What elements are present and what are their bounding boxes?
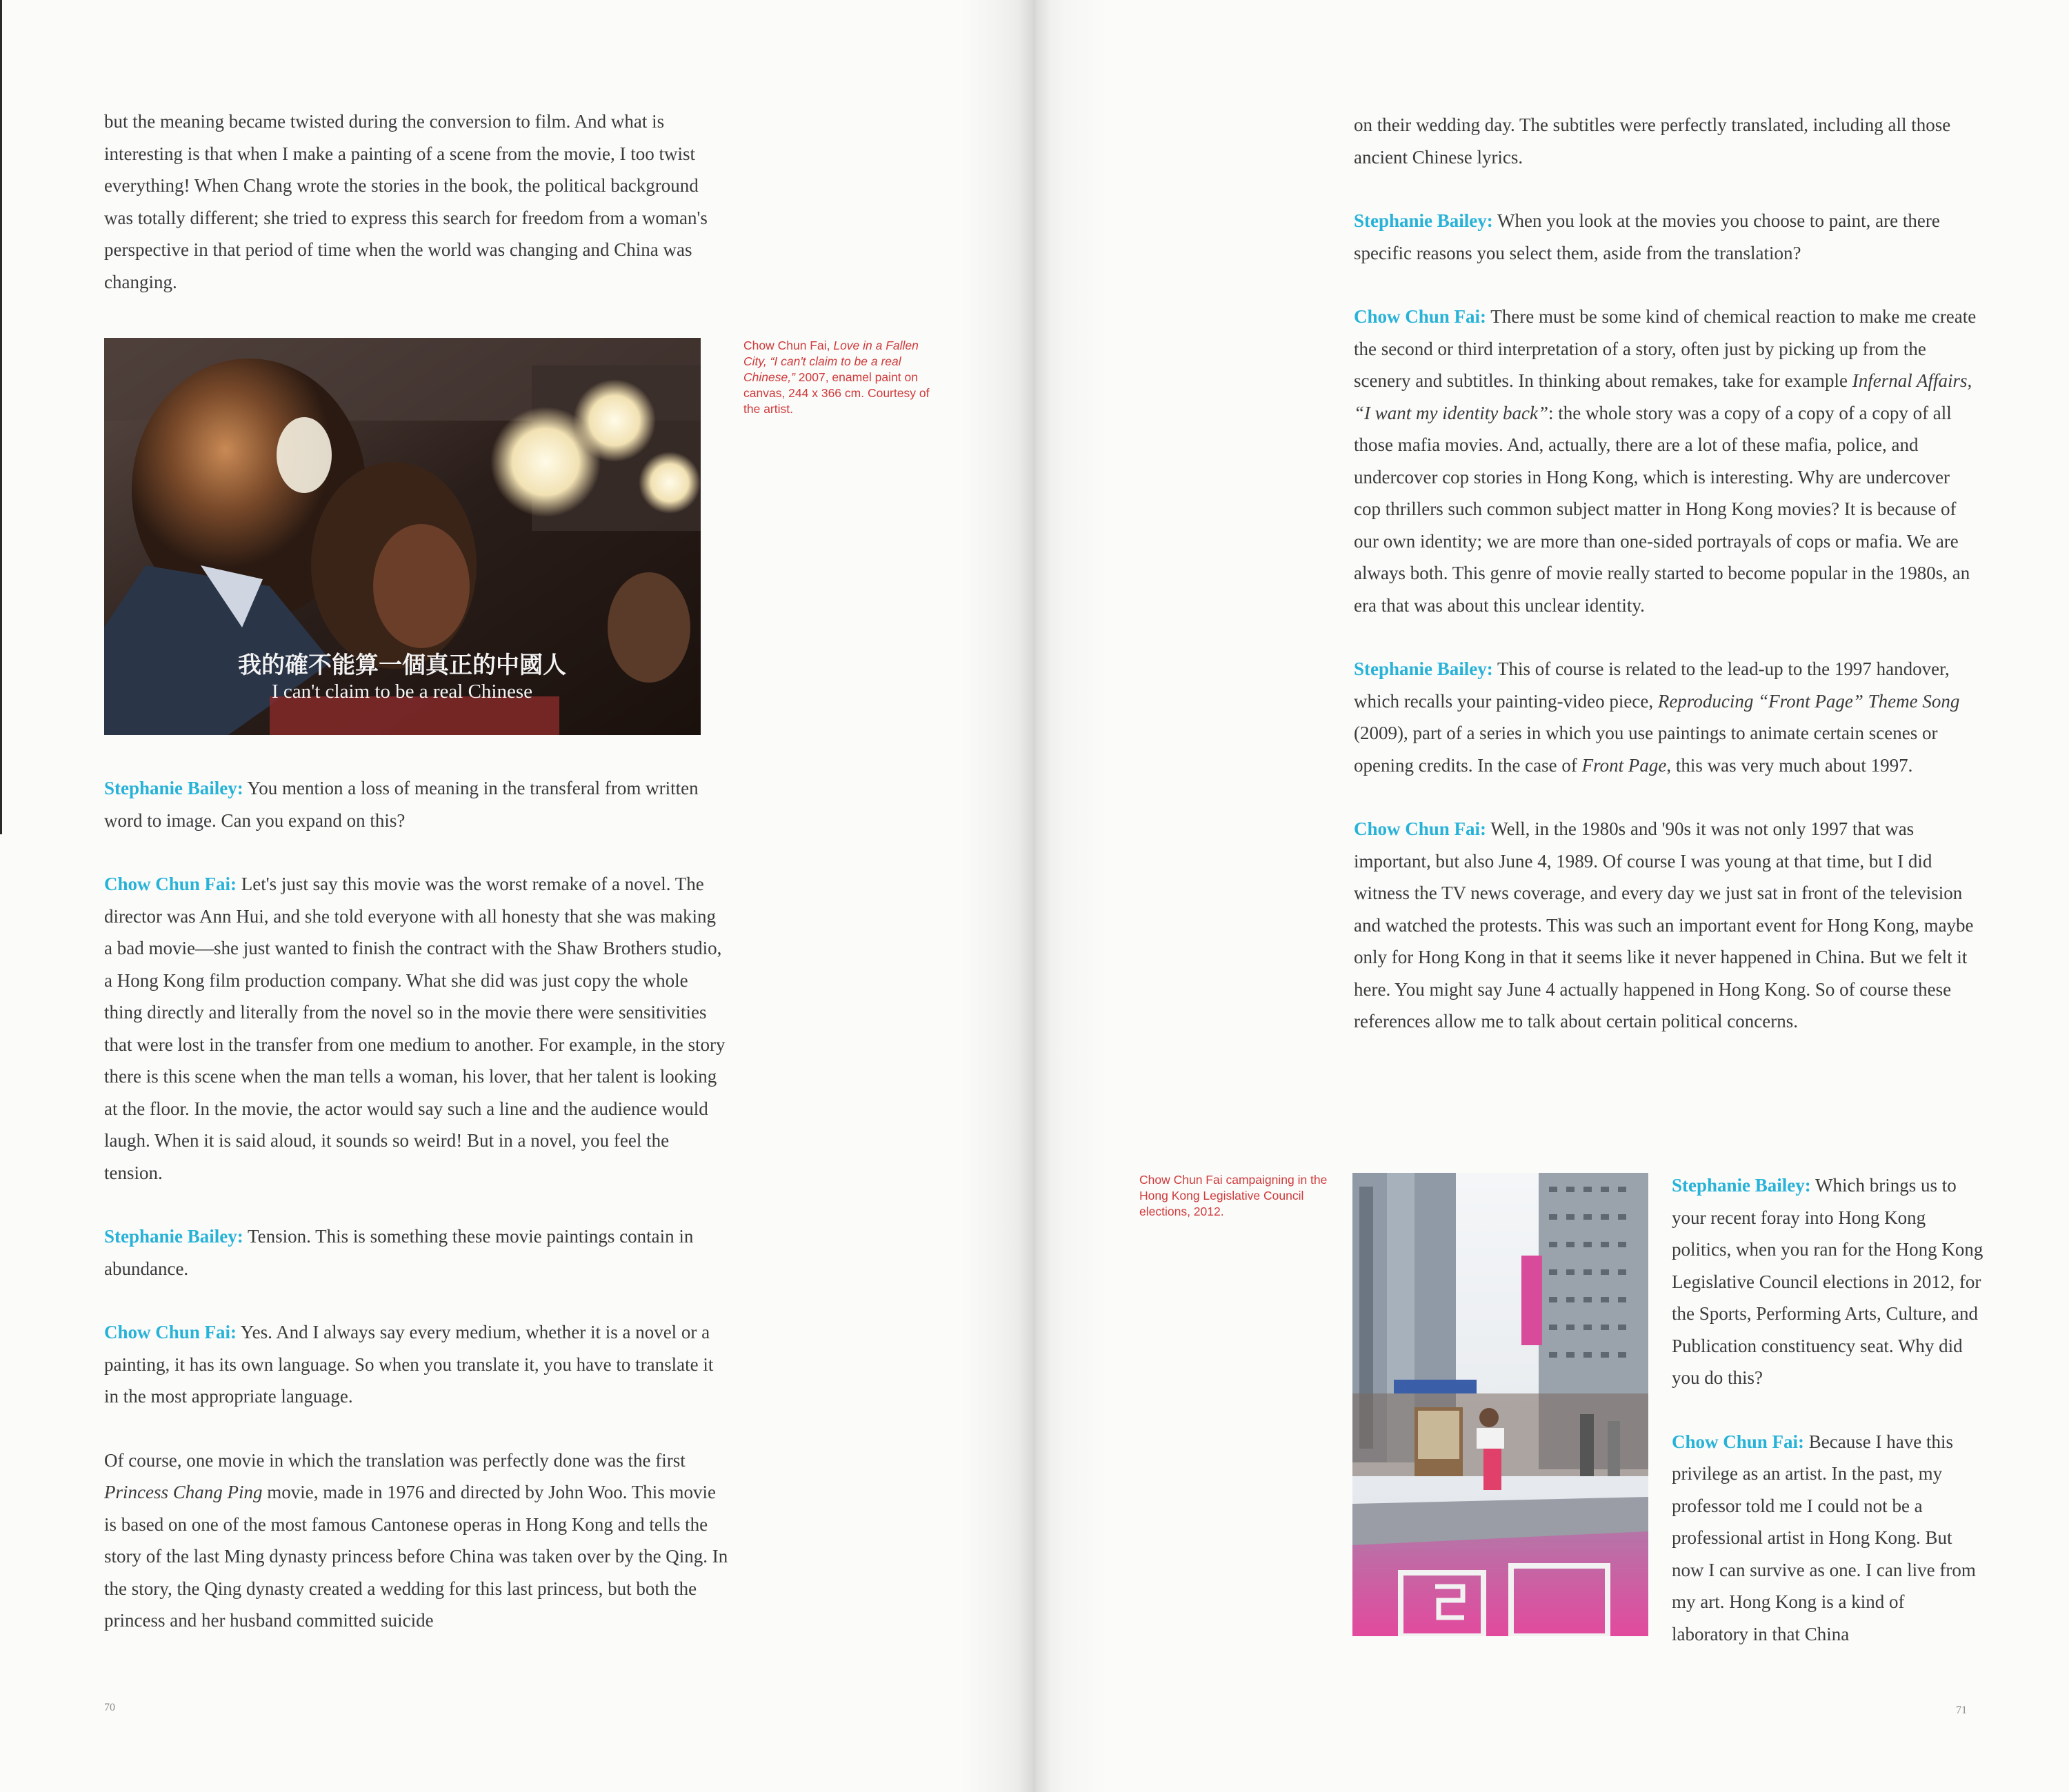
paragraph	[104, 1444, 728, 1637]
speaker-label: Chow Chun Fai:	[104, 1322, 237, 1342]
speaker-label: Chow Chun Fai:	[1354, 306, 1487, 327]
paragraph-text: This of course is related to the lead-up to the 1997 handover, which recalls your painting-video piece,	[1354, 658, 1950, 712]
paragraph-text: movie, made in 1976 and directed by John Woo. This movie is based on one of the most famous Cantonese operas in Hong Kong and tells the story of the last Ming dynasty princess before China was taken over by the Qing. In the story, the Qing dynasty created a wedding for this last princess, but both the princess and her husband committed suicide	[104, 1482, 728, 1631]
paragraph-text: Let's just say this movie was the worst remake of a novel. The director was Ann Hui, and she told everyone with all honesty that she was making a bad movie—she just wanted to finish the contract with the Shaw Brothers studio, a Hong Kong film production company. What she did was just copy the whole thing directly and literally from the novel so in the movie there were sensitivities that were lost in the transfer from one medium to another. For example, in the story there is this scene when the man tells a woman, his lover, that her talent is looking at the floor. In the movie, the actor would say such a line and the audience would laugh. When it is said aloud, it sounds so weird! But in a novel, you feel the tension.	[104, 874, 726, 1183]
paragraph	[1354, 205, 1978, 269]
page-number: 71	[1956, 1704, 1967, 1716]
figure-caption: Chow Chun Fai campaigning in the Hong Kong Legislative Council elections, 2012.	[1139, 1173, 1328, 1218]
speaker-label: Stephanie Bailey:	[104, 1226, 243, 1247]
work-title: Reproducing “Front Page” Theme Song	[1657, 690, 1960, 712]
film-title: Front Page	[1581, 754, 1667, 776]
book-gutter	[1018, 0, 1051, 1792]
paragraph	[1354, 813, 1978, 1038]
paragraph	[1354, 653, 1978, 781]
film-title: Princess Chang Ping	[104, 1482, 263, 1502]
film-title: Infernal Affairs, “I want my identity back”	[1354, 370, 1972, 423]
photo-campaigning	[1352, 1173, 1648, 1636]
page-edge-shadow	[0, 0, 2, 834]
speaker-label: Stephanie Bailey:	[1672, 1175, 1811, 1196]
right-column-bottom	[1672, 1169, 1986, 1682]
paragraph-text: (2009), part of a series in which you use paintings to animate certain scenes or opening credits. In the case of	[1354, 723, 1938, 776]
page-number: 70	[104, 1702, 115, 1713]
subtitle-english: I can't claim to be a real Chinese	[271, 681, 533, 703]
paragraph-text: Tension. This is something these movie paintings contain in abundance.	[104, 1226, 694, 1279]
painting-love-in-a-fallen-city	[104, 338, 701, 735]
figure-caption	[743, 338, 943, 417]
paragraph-text: You mention a loss of meaning in the transferal from written word to image. Can you expand on this?	[104, 778, 699, 831]
paragraph-text: , this was very much about 1997.	[1666, 754, 1913, 776]
paragraph-text: Well, in the 1980s and '90s it was not only 1997 that was important, but also June 4, 1989. Of course I was young at that time, but I did witness the TV news coverage, and every day we just sat in front of the television and watched the protests. This was such an important event for Hong Kong, maybe only for Hong Kong in that it seems like it never happened in China. But we felt it here. You might say June 4 actually happened in Hong Kong. So of course these references allow me to talk about certain political concerns.	[1354, 818, 1974, 1031]
speaker-label: Chow Chun Fai:	[1672, 1431, 1805, 1452]
paragraph	[104, 1220, 728, 1285]
paragraph-text: Because I have this privilege as an artist. In the past, my professor told me I could not be a professional artist in Hong Kong. But now I can survive as one. I can live from my art. Hong Kong is a kind of laboratory in that China	[1672, 1431, 1976, 1644]
right-page	[1034, 0, 2069, 1792]
paragraph-text: Of course, one movie in which the translation was perfectly done was the first	[104, 1449, 686, 1471]
speaker-label: Chow Chun Fai:	[1354, 818, 1487, 839]
caption-artist: Chow Chun Fai,	[743, 339, 834, 352]
paragraph: on their wedding day. The subtitles were perfectly translated, including all those ancient Chinese lyrics.	[1354, 114, 1951, 168]
paragraph-text: There must be some kind of chemical reaction to make me create the second or third interpretation of a story, often just by picking up from the scenery and subtitles. In thinking about remakes, take for example	[1354, 306, 1977, 391]
left-column-bottom	[104, 772, 728, 1669]
paragraph-text: When you look at the movies you choose to paint, are there specific reasons you select them, aside from the translation?	[1354, 210, 1940, 263]
paragraph-text: Which brings us to your recent foray into Hong Kong politics, when you ran for the Hong Kong Legislative Council elections in 2012, for the Sports, Performing Arts, Culture, and Publication constituency seat. Why did you do this?	[1672, 1175, 1983, 1388]
caption-details: 2007, enamel paint on canvas, 244 x 366 cm. Courtesy of the artist.	[743, 370, 930, 416]
left-column-top	[104, 105, 728, 330]
speaker-label: Stephanie Bailey:	[1354, 658, 1493, 679]
speaker-label: Stephanie Bailey:	[1354, 210, 1493, 231]
paragraph	[104, 868, 728, 1189]
paragraph	[104, 1316, 728, 1413]
right-column-top	[1354, 109, 1978, 1069]
caption-title: Love in a Fallen City, “I can't claim to be a real Chinese,”	[743, 339, 919, 384]
left-page	[0, 0, 1034, 1792]
paragraph	[1354, 301, 1978, 621]
paragraph	[1672, 1426, 1986, 1651]
subtitle-chinese: 我的確不能算一個真正的中國人	[238, 652, 566, 679]
paragraph	[1672, 1169, 1986, 1394]
paragraph-text: : the whole story was a copy of a copy of a copy of all those mafia movies. And, actually, there are a lot of these mafia, police, and undercover cop stories in Hong Kong, which is interesting. Why are undercover cop thrillers such common subject matter in Hong Kong movies? It is because of our own identity; we are more than one-sided portrayals of cops or mafia. We are always both. This genre of movie really started to become popular in the 1980s, an era that was about this unclear identity.	[1354, 402, 1970, 616]
speaker-label: Chow Chun Fai:	[104, 874, 237, 894]
speaker-label: Stephanie Bailey:	[104, 778, 243, 798]
paragraph	[104, 772, 728, 836]
paragraph: but the meaning became twisted during the conversion to film. And what is interesting is that when I make a painting of a scene from the movie, I too twist everything! When Chang wrote the stories in the book, the political background was totally different; she tried to express this search for freedom from a woman's perspective in that period of time when the world was changing and China was changing.	[104, 111, 708, 292]
paragraph-text: Yes. And I always say every medium, whether it is a novel or a painting, it has its own language. So when you translate it, you have to translate it in the most appropriate language.	[104, 1322, 714, 1407]
